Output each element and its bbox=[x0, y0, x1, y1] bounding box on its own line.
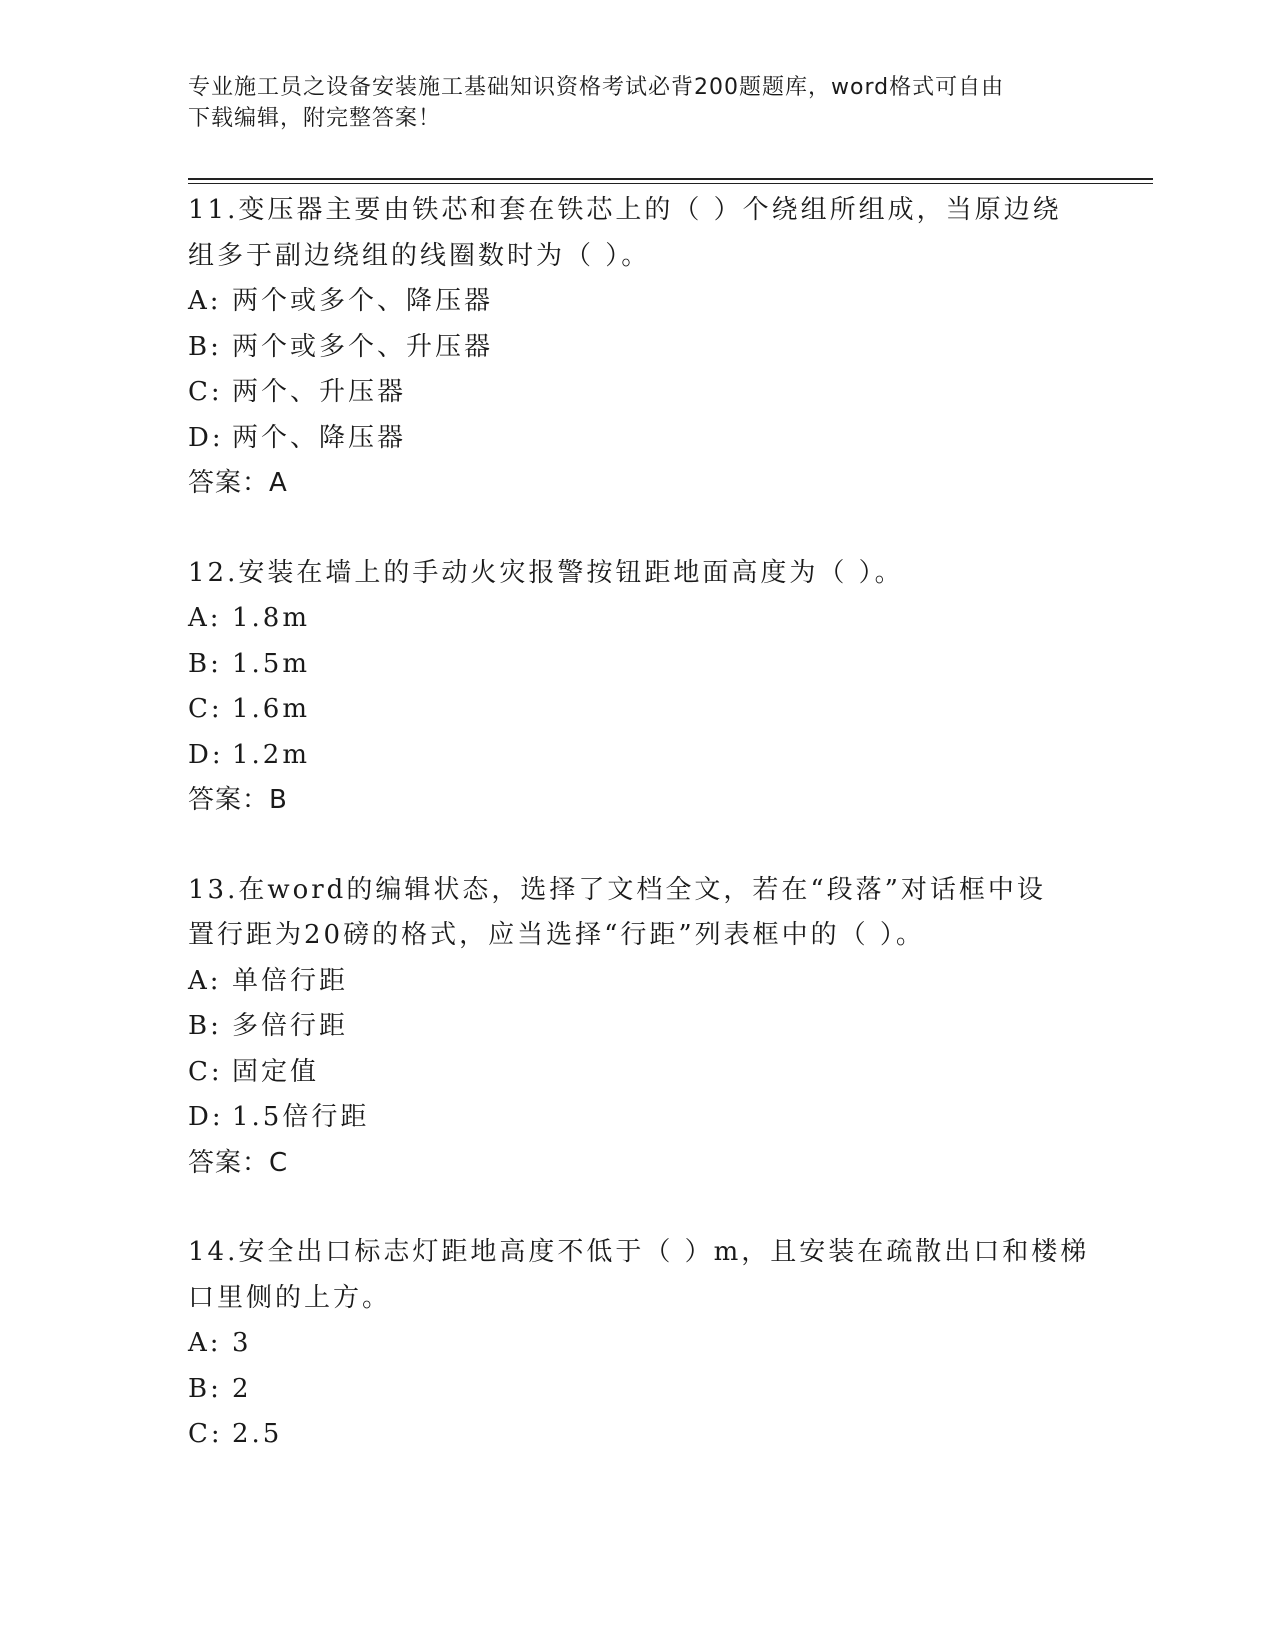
option-a bbox=[188, 1321, 1088, 1367]
option-d bbox=[188, 416, 1088, 462]
question-stem-line: 14.安全出口标志灯距地高度不低于（ ）m，且安装在疏散出口和楼梯 bbox=[188, 1237, 1090, 1267]
option-c bbox=[188, 1412, 1088, 1458]
question-13 bbox=[188, 868, 1088, 1187]
question-stem-line: 组多于副边绕组的线圈数时为（ ）。 bbox=[188, 240, 651, 271]
option-text: 1.6m bbox=[232, 694, 311, 724]
option-b bbox=[188, 642, 1088, 688]
option-d bbox=[188, 733, 1088, 779]
question-stem-line: 13.在word的编辑状态，选择了文档全文，若在“段落”对话框中设 bbox=[188, 874, 1046, 905]
question-stem-line: 11.变压器主要由铁芯和套在铁芯上的（ ）个绕组所组成，当原边绕 bbox=[188, 195, 1062, 225]
option-text: 两个或多个、降压器 bbox=[232, 286, 494, 316]
option-text: 1.2m bbox=[232, 739, 311, 770]
option-label: B: bbox=[188, 1373, 222, 1404]
option-text: 1.5m bbox=[232, 648, 311, 679]
option-label: A: bbox=[188, 286, 222, 316]
option-label: B: bbox=[188, 1011, 222, 1041]
question-stem-line: 置行距为20磅的格式，应当选择“行距”列表框中的（ ）。 bbox=[188, 920, 925, 950]
option-label: A: bbox=[188, 603, 222, 633]
option-a bbox=[188, 596, 1088, 642]
option-text: 两个、升压器 bbox=[232, 377, 407, 407]
option-text: 两个或多个、升压器 bbox=[232, 331, 494, 362]
question-14 bbox=[188, 1230, 1088, 1458]
option-label: C: bbox=[188, 1419, 223, 1449]
option-label: B: bbox=[188, 648, 222, 679]
option-text: 3 bbox=[232, 1328, 252, 1358]
option-label: B: bbox=[188, 331, 222, 362]
option-label: D: bbox=[188, 422, 224, 453]
option-b bbox=[188, 325, 1088, 371]
question-12 bbox=[188, 551, 1088, 824]
option-label: A: bbox=[188, 1328, 222, 1358]
option-text: 单倍行距 bbox=[232, 965, 349, 996]
option-c bbox=[188, 1050, 1088, 1096]
option-label: C: bbox=[188, 377, 223, 407]
option-label: C: bbox=[188, 1056, 223, 1087]
option-text: 1.5倍行距 bbox=[232, 1102, 370, 1132]
option-text: 2.5 bbox=[232, 1419, 283, 1449]
option-label: D: bbox=[188, 1102, 224, 1132]
option-label: C: bbox=[188, 694, 223, 724]
option-a bbox=[188, 279, 1088, 325]
option-b bbox=[188, 1004, 1088, 1050]
question-stem-line: 口里侧的上方。 bbox=[188, 1282, 392, 1313]
option-text: 固定值 bbox=[232, 1056, 320, 1087]
option-text: 1.8m bbox=[232, 603, 311, 633]
question-list bbox=[188, 188, 1088, 1502]
header-line-1: 专业施工员之设备安装施工基础知识资格考试必背200题题库，word格式可自由 bbox=[188, 75, 1005, 100]
answer-line: 答案：C bbox=[188, 1147, 289, 1178]
option-label: D: bbox=[188, 739, 224, 770]
option-b bbox=[188, 1367, 1088, 1413]
header-divider-thin bbox=[188, 183, 1153, 184]
option-a bbox=[188, 959, 1088, 1005]
answer-line: 答案：B bbox=[188, 785, 288, 815]
document-header bbox=[188, 72, 1088, 134]
option-text: 多倍行距 bbox=[232, 1011, 349, 1041]
question-stem-line: 12.安装在墙上的手动火灾报警按钮距地面高度为（ ）。 bbox=[188, 557, 904, 588]
option-text: 两个、降压器 bbox=[232, 422, 407, 453]
option-d bbox=[188, 1095, 1088, 1141]
option-label: A: bbox=[188, 965, 222, 996]
header-line-2: 下载编辑，附完整答案！ bbox=[188, 106, 442, 131]
option-text: 2 bbox=[232, 1373, 252, 1404]
question-11 bbox=[188, 188, 1088, 507]
option-c bbox=[188, 687, 1088, 733]
header-divider-thick bbox=[188, 178, 1153, 180]
answer-line: 答案：A bbox=[188, 468, 288, 498]
option-c bbox=[188, 370, 1088, 416]
